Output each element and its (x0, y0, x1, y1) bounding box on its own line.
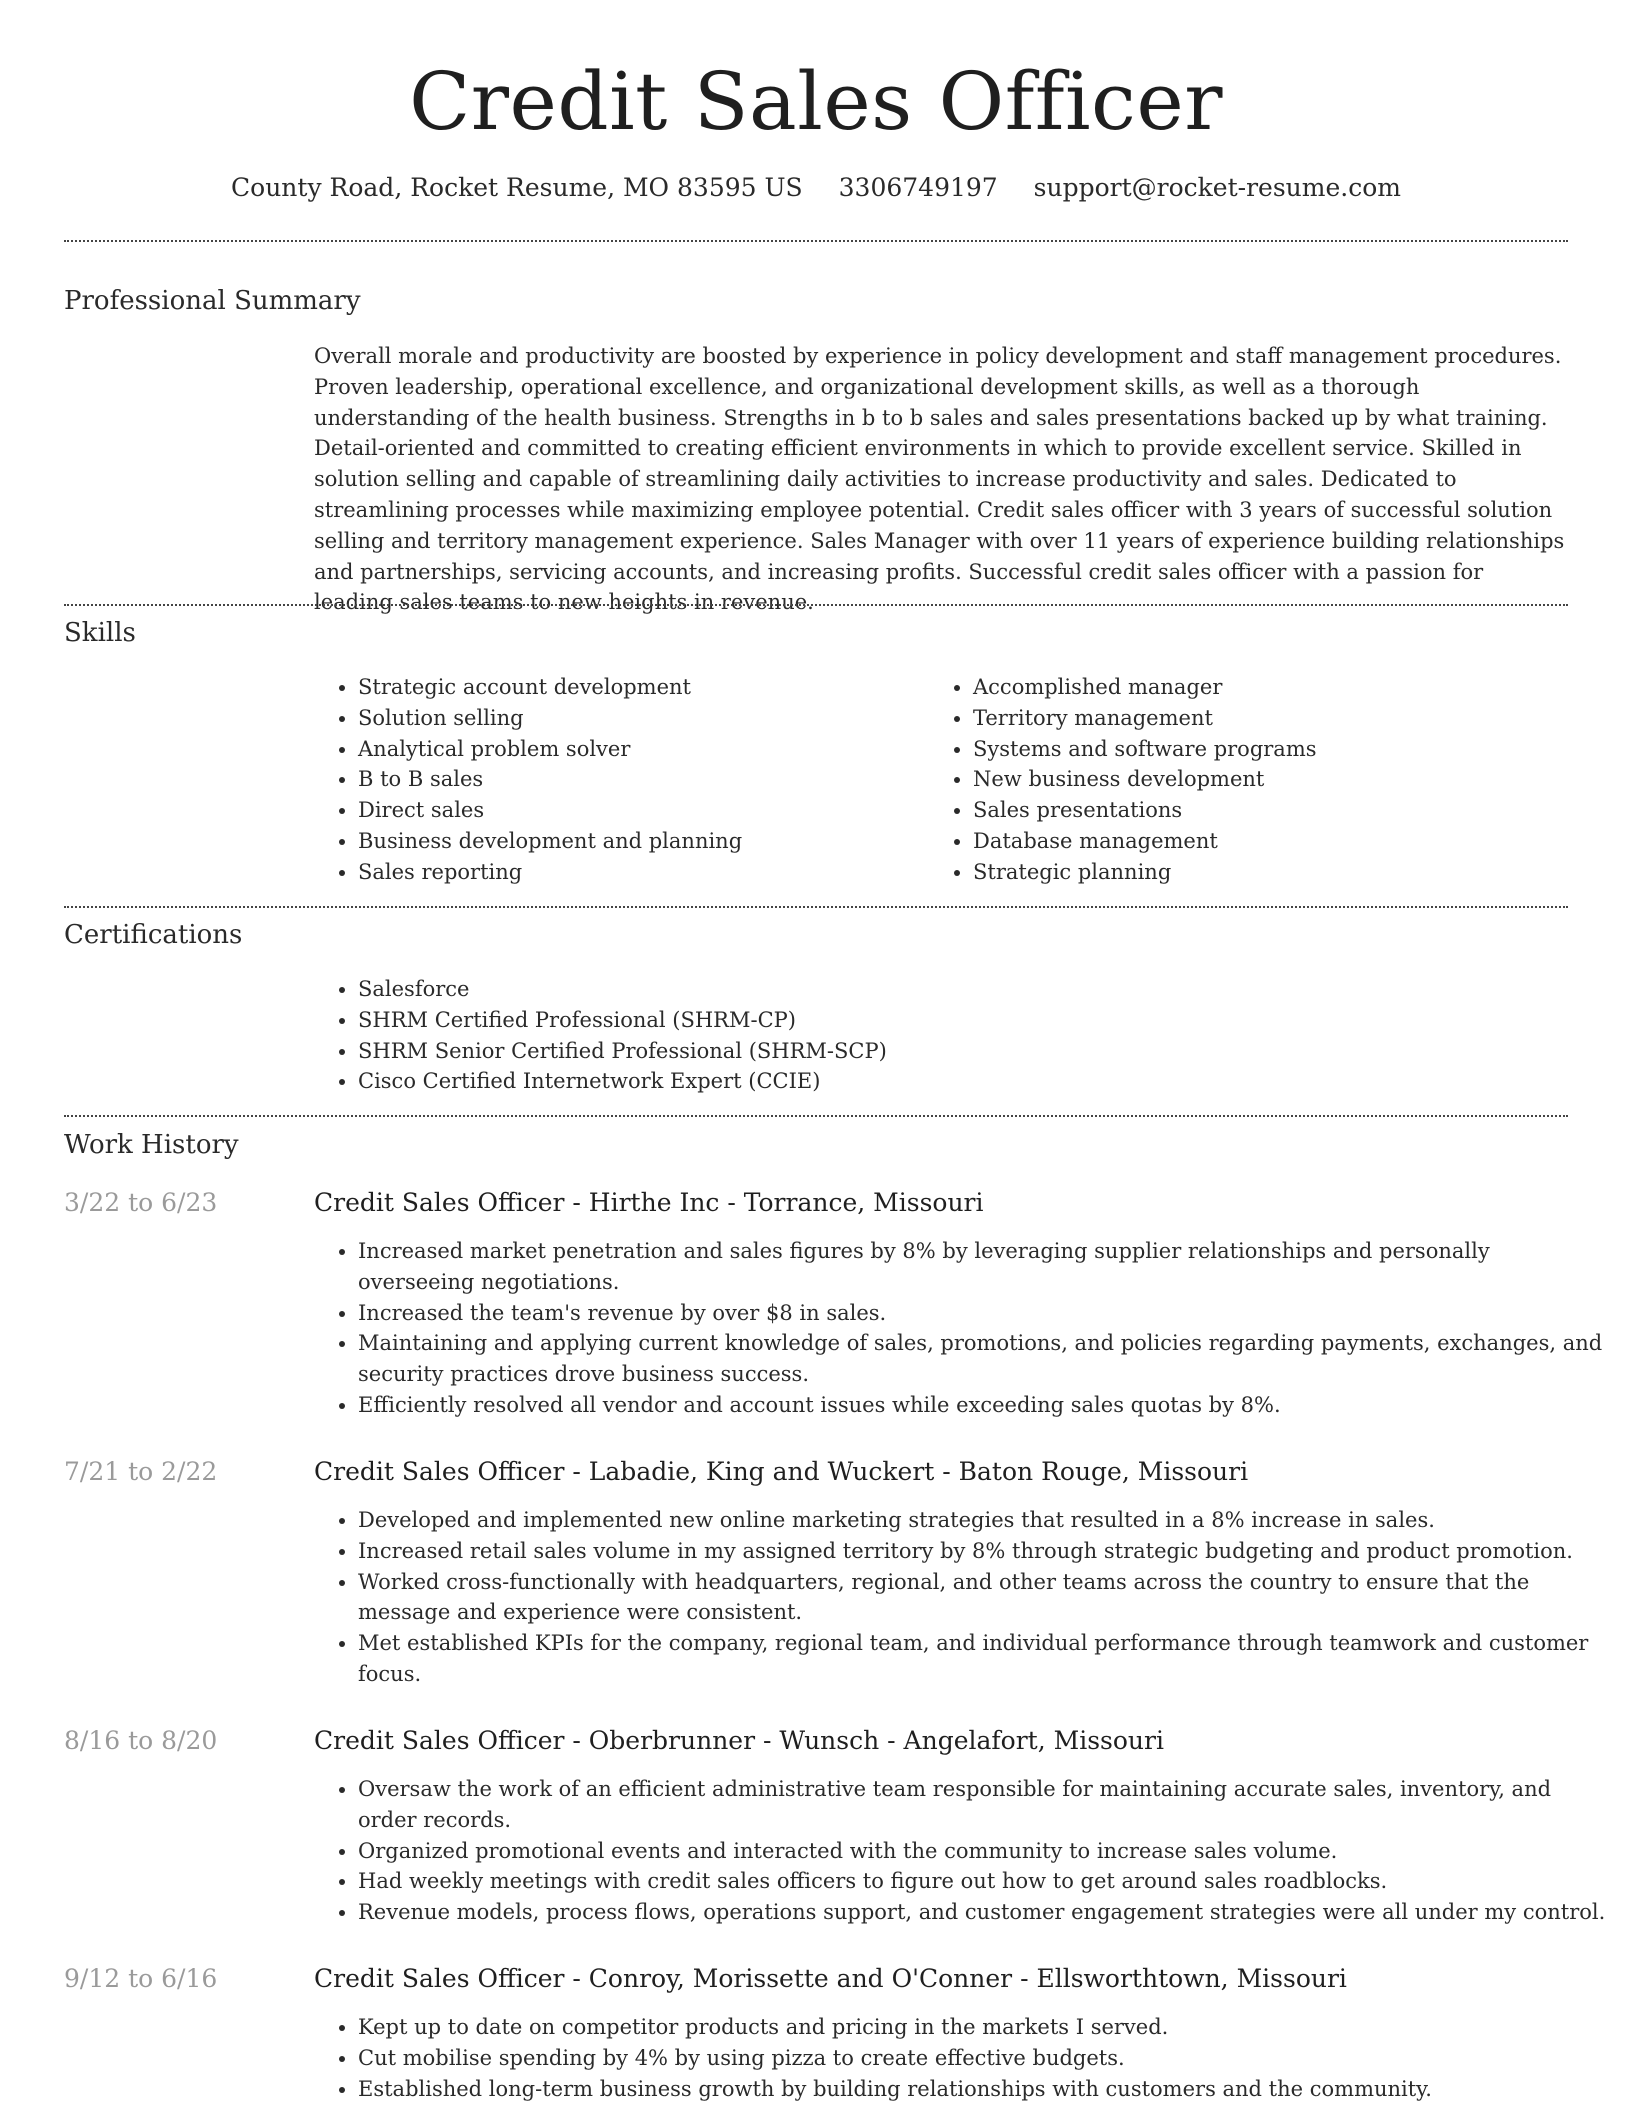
skills-heading: Skills (64, 618, 136, 648)
skills-list-right (929, 672, 1573, 888)
skills-divider (64, 906, 1568, 908)
list-item: • Increased the team's revenue by over $8 in sales. (358, 1298, 1612, 1329)
resume-name: Credit Sales Officer (409, 55, 1223, 148)
list-item: • Kept up to date on competitor products and pricing in the markets I served. (358, 2012, 1612, 2043)
certifications-divider (64, 1115, 1568, 1117)
summary-heading: Professional Summary (64, 286, 361, 316)
list-item: • Database management (973, 826, 1573, 857)
list-item: • Sales reporting (358, 857, 918, 888)
list-item: • Cut mobilise spending by 4% by using pizza to create effective budgets. (358, 2043, 1612, 2074)
list-item: • Territory management (973, 703, 1573, 734)
list-item: • Worked cross-functionally with headquarters, regional, and other teams across the country to ensure that the message and experience were consistent. (358, 1567, 1612, 1629)
skills-list-left (314, 672, 918, 888)
list-item: • Business development and planning (358, 826, 918, 857)
job-dates: 3/22 to 6/23 (64, 1188, 218, 1217)
list-item: • Met established KPIs for the company, regional team, and individual performance through teamwork and customer focus. (358, 1628, 1612, 1690)
job-bullets (314, 1505, 1612, 1690)
list-item: • Sales presentations (973, 795, 1573, 826)
list-item: • Organized promotional events and interacted with the community to increase sales volume. (358, 1836, 1612, 1867)
list-item: • Developed and implemented new online marketing strategies that resulted in a 8% increase in sales. (358, 1505, 1612, 1536)
list-item: • Maintaining and applying current knowledge of sales, promotions, and policies regarding payments, exchanges, and security practices drove business success. (358, 1328, 1612, 1390)
job-dates: 9/12 to 6/16 (64, 1964, 218, 1993)
certifications-list (314, 974, 1558, 1097)
list-item: • B to B sales (358, 764, 918, 795)
list-item: • Increased retail sales volume in my assigned territory by 8% through strategic budgeting and product promotion. (358, 1536, 1612, 1567)
job-bullets (314, 2012, 1612, 2104)
summary-text: Overall morale and productivity are boosted by experience in policy development and staff management procedures. Proven leadership, operational excellence, and organizational development skills, as well as a thorough understanding of the health business. Strengths in b to b sales and sales presentations backed up by what training. Detail-oriented and committed to creating efficient environments in which to provide excellent service. Skilled in solution selling and capable of streamlining daily activities to increase productivity and sales. Dedicated to streamlining processes while maximizing employee potential. Credit sales officer with 3 years of successful solution selling and territory management experience. Sales Manager with over 11 years of experience building relationships and partnerships, servicing accounts, and increasing profits. Successful credit sales officer with a passion for leading sales teams to new heights in revenue. (314, 344, 1565, 615)
list-item: • Efficiently resolved all vendor and account issues while exceeding sales quotas by 8%. (358, 1390, 1612, 1421)
job-bullets (314, 1236, 1612, 1421)
job-bullets (314, 1774, 1612, 1928)
list-item: • Solution selling (358, 703, 918, 734)
list-item: • New business development (973, 764, 1573, 795)
list-item: • SHRM Senior Certified Professional (SHRM-SCP) (358, 1036, 1558, 1067)
list-item: • Systems and software programs (973, 734, 1573, 765)
header-divider (64, 240, 1568, 242)
list-item: • Direct sales (358, 795, 918, 826)
list-item: • Revenue models, process flows, operations support, and customer engagement strategies were all under my control. (358, 1897, 1612, 1928)
list-item: • Strategic planning (973, 857, 1573, 888)
summary-divider (64, 604, 1568, 606)
list-item: • Cisco Certified Internetwork Expert (CCIE) (358, 1066, 1558, 1097)
job-title: Credit Sales Officer - Labadie, King and Wuckert - Baton Rouge, Missouri (314, 1457, 1249, 1486)
list-item: • SHRM Certified Professional (SHRM-CP) (358, 1005, 1558, 1036)
list-item: • Strategic account development (358, 672, 918, 703)
list-item: • Accomplished manager (973, 672, 1573, 703)
job-dates: 8/16 to 8/20 (64, 1726, 218, 1755)
contact-address: County Road, Rocket Resume, MO 83595 US (231, 173, 803, 202)
list-item: • Analytical problem solver (358, 734, 918, 765)
contact-phone: 3306749197 (838, 173, 998, 202)
certifications-heading: Certifications (64, 920, 243, 950)
job-title: Credit Sales Officer - Hirthe Inc - Torrance, Missouri (314, 1188, 984, 1217)
contact-line (0, 171, 1632, 205)
job-title: Credit Sales Officer - Conroy, Morissette and O'Conner - Ellsworthtown, Missouri (314, 1964, 1347, 1993)
work-history-heading: Work History (64, 1130, 239, 1160)
list-item: • Had weekly meetings with credit sales officers to figure out how to get around sales roadblocks. (358, 1866, 1612, 1897)
list-item: • Salesforce (358, 974, 1558, 1005)
job-dates: 7/21 to 2/22 (64, 1457, 218, 1486)
job-title: Credit Sales Officer - Oberbrunner - Wunsch - Angelafort, Missouri (314, 1726, 1164, 1755)
list-item: • Increased market penetration and sales figures by 8% by leveraging supplier relationships and personally overseeing negotiations. (358, 1236, 1612, 1298)
list-item: • Oversaw the work of an efficient administrative team responsible for maintaining accurate sales, inventory, and order records. (358, 1774, 1612, 1836)
list-item: • Established long-term business growth by building relationships with customers and the community. (358, 2074, 1612, 2105)
contact-email: support@rocket-resume.com (1033, 173, 1401, 202)
